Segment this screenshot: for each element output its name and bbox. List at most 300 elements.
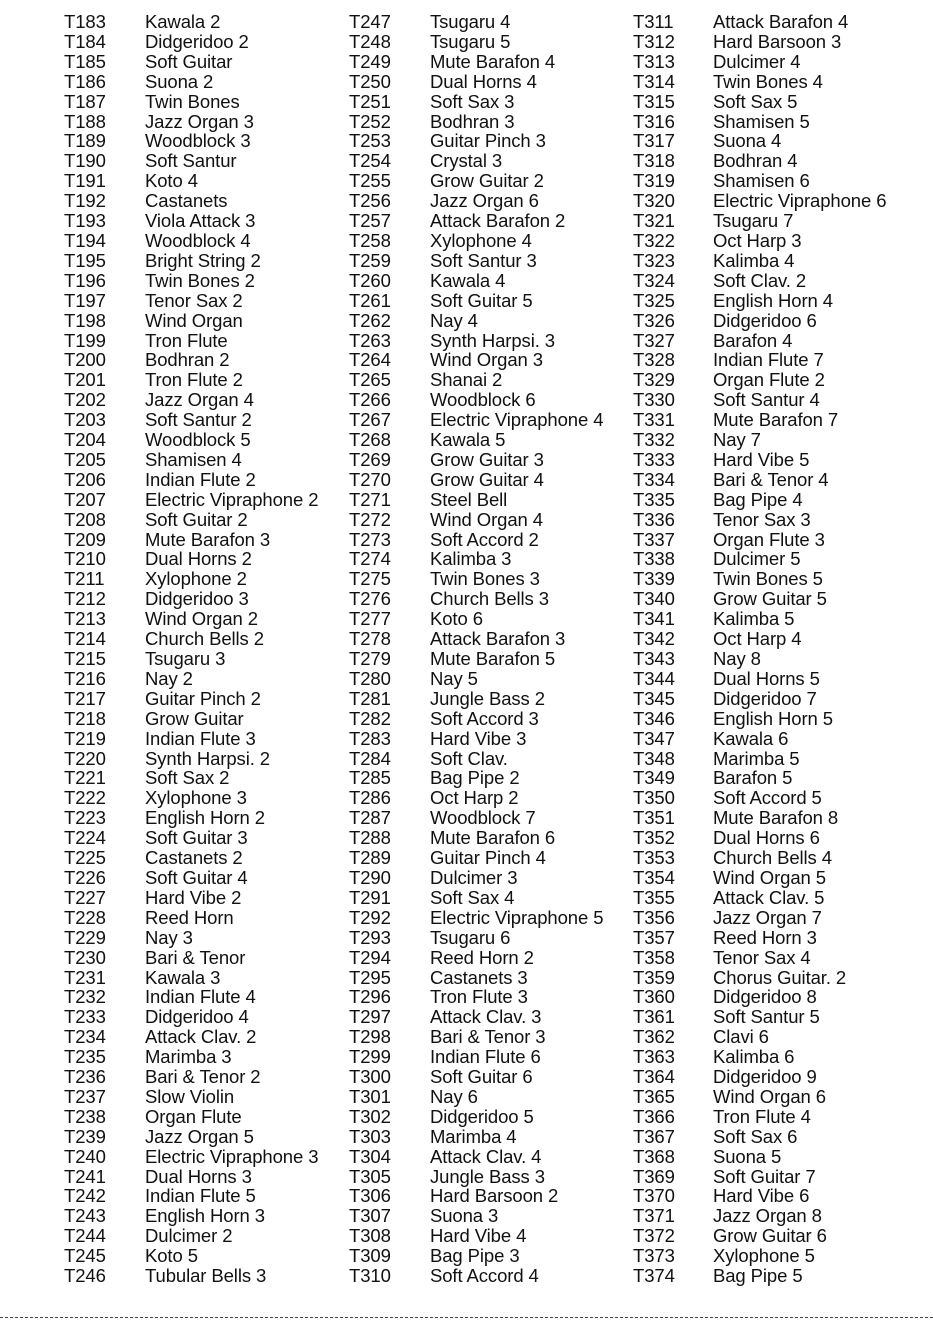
tone-row bbox=[349, 92, 603, 112]
tone-row bbox=[349, 291, 603, 311]
tone-name: Bodhran 2 bbox=[145, 349, 230, 371]
tone-name: Hard Vibe 6 bbox=[713, 1185, 810, 1207]
tone-name: Hard Barsoon 3 bbox=[713, 30, 842, 52]
tone-number: T243 bbox=[64, 1205, 106, 1227]
tone-number: T229 bbox=[64, 926, 106, 948]
tone-number: T251 bbox=[349, 90, 391, 112]
tone-number: T302 bbox=[349, 1105, 391, 1127]
tone-row bbox=[64, 968, 318, 988]
tone-number: T293 bbox=[349, 926, 391, 948]
tone-name: Shamisen 6 bbox=[713, 170, 810, 192]
tone-row bbox=[64, 151, 318, 171]
tone-row bbox=[633, 470, 886, 490]
tone-number: T350 bbox=[633, 787, 675, 809]
tone-row bbox=[64, 1027, 318, 1047]
tone-number: T373 bbox=[633, 1245, 675, 1267]
tone-row bbox=[633, 211, 886, 231]
tone-name: Tron Flute 2 bbox=[145, 369, 243, 391]
tone-name: Bodhran 3 bbox=[430, 110, 515, 132]
tone-row bbox=[349, 848, 603, 868]
tone-number: T190 bbox=[64, 150, 106, 172]
tone-name: Xylophone 3 bbox=[145, 787, 247, 809]
tone-number: T221 bbox=[64, 767, 106, 789]
tone-name: Electric Vipraphone 5 bbox=[430, 906, 604, 928]
tone-row bbox=[633, 729, 886, 749]
tone-name: Kawala 3 bbox=[145, 966, 221, 988]
tone-number: T233 bbox=[64, 1006, 106, 1028]
tone-name: Indian Flute 2 bbox=[145, 468, 256, 490]
tone-row bbox=[633, 908, 886, 928]
tone-row bbox=[349, 1147, 603, 1167]
tone-row bbox=[64, 72, 318, 92]
tone-number: T238 bbox=[64, 1105, 106, 1127]
tone-row bbox=[349, 569, 603, 589]
tone-row bbox=[633, 609, 886, 629]
tone-name: Koto 4 bbox=[145, 170, 198, 192]
tone-name: Wind Organ bbox=[145, 309, 243, 331]
tone-name: Nay 4 bbox=[430, 309, 478, 331]
tone-number: T210 bbox=[64, 548, 106, 570]
tone-row bbox=[64, 390, 318, 410]
tone-name: Grow Guitar 2 bbox=[430, 170, 544, 192]
tone-row bbox=[64, 92, 318, 112]
tone-number: T222 bbox=[64, 787, 106, 809]
tone-row bbox=[349, 649, 603, 669]
tone-number: T306 bbox=[349, 1185, 391, 1207]
tone-row bbox=[633, 251, 886, 271]
tone-row bbox=[633, 709, 886, 729]
tone-row bbox=[633, 1107, 886, 1127]
tone-name: Reed Horn bbox=[145, 906, 234, 928]
tone-row bbox=[633, 430, 886, 450]
tone-row bbox=[349, 430, 603, 450]
tone-row bbox=[64, 709, 318, 729]
tone-name: Bari & Tenor bbox=[145, 946, 246, 968]
tone-row bbox=[64, 32, 318, 52]
tone-name: Tsugaru 4 bbox=[430, 11, 511, 32]
tone-row bbox=[349, 1087, 603, 1107]
tone-row bbox=[633, 311, 886, 331]
tone-name: Soft Accord 4 bbox=[430, 1265, 539, 1287]
tone-number: T351 bbox=[633, 807, 675, 829]
tone-row bbox=[64, 689, 318, 709]
tone-name: Kalimba 5 bbox=[713, 608, 795, 630]
tone-number: T297 bbox=[349, 1006, 391, 1028]
tone-row bbox=[633, 1186, 886, 1206]
tone-name: Dual Horns 2 bbox=[145, 548, 252, 570]
tone-number: T283 bbox=[349, 727, 391, 749]
tone-row bbox=[633, 350, 886, 370]
tone-number: T303 bbox=[349, 1125, 391, 1147]
tone-number: T212 bbox=[64, 588, 106, 610]
tone-number: T188 bbox=[64, 110, 106, 132]
tone-row bbox=[64, 370, 318, 390]
tone-number: T325 bbox=[633, 289, 675, 311]
tone-name: Bari & Tenor 4 bbox=[713, 468, 829, 490]
tone-number: T369 bbox=[633, 1165, 675, 1187]
tone-name: Steel Bell bbox=[430, 488, 508, 510]
tone-name: Soft Guitar 2 bbox=[145, 508, 248, 530]
tone-row bbox=[349, 171, 603, 191]
tone-row bbox=[633, 271, 886, 291]
tone-name: English Horn 4 bbox=[713, 289, 833, 311]
tone-number: T374 bbox=[633, 1265, 675, 1287]
tone-name: Woodblock 6 bbox=[430, 389, 536, 411]
tone-row bbox=[64, 649, 318, 669]
tone-number: T231 bbox=[64, 966, 106, 988]
tone-name: Soft Guitar 3 bbox=[145, 827, 248, 849]
tone-number: T313 bbox=[633, 50, 675, 72]
tone-number: T250 bbox=[349, 70, 391, 92]
tone-name: Kawala 4 bbox=[430, 269, 506, 291]
tone-row bbox=[349, 32, 603, 52]
tone-number: T371 bbox=[633, 1205, 675, 1227]
tone-row bbox=[64, 1127, 318, 1147]
tone-list-column-3 bbox=[633, 12, 886, 1286]
tone-number: T200 bbox=[64, 349, 106, 371]
tone-name: Grow Guitar 3 bbox=[430, 448, 544, 470]
tone-number: T214 bbox=[64, 628, 106, 650]
tone-name: Twin Bones 5 bbox=[713, 568, 823, 590]
tone-row bbox=[64, 1246, 318, 1266]
tone-number: T348 bbox=[633, 747, 675, 769]
tone-row bbox=[349, 1206, 603, 1226]
tone-name: Tsugaru 6 bbox=[430, 926, 511, 948]
tone-name: Nay 3 bbox=[145, 926, 193, 948]
tone-number: T202 bbox=[64, 389, 106, 411]
tone-name: Jazz Organ 3 bbox=[145, 110, 254, 132]
tone-row bbox=[349, 151, 603, 171]
tone-name: Viola Attack 3 bbox=[145, 210, 256, 232]
tone-row bbox=[633, 92, 886, 112]
tone-name: Twin Bones bbox=[145, 90, 240, 112]
tone-number: T310 bbox=[349, 1265, 391, 1287]
tone-number: T241 bbox=[64, 1165, 106, 1187]
tone-row bbox=[64, 987, 318, 1007]
tone-row bbox=[64, 271, 318, 291]
tone-number: T354 bbox=[633, 866, 675, 888]
tone-name: Tron Flute bbox=[145, 329, 228, 351]
tone-number: T288 bbox=[349, 827, 391, 849]
tone-name: Guitar Pinch 2 bbox=[145, 687, 261, 709]
tone-row bbox=[633, 689, 886, 709]
tone-name: Twin Bones 2 bbox=[145, 269, 255, 291]
tone-number: T370 bbox=[633, 1185, 675, 1207]
tone-name: Suona 4 bbox=[713, 130, 782, 152]
tone-number: T346 bbox=[633, 707, 675, 729]
tone-name: Indian Flute 7 bbox=[713, 349, 824, 371]
tone-number: T254 bbox=[349, 150, 391, 172]
tone-row bbox=[633, 450, 886, 470]
tone-name: Soft Santur 2 bbox=[145, 409, 252, 431]
tone-row bbox=[349, 490, 603, 510]
tone-name: Soft Guitar 4 bbox=[145, 866, 248, 888]
tone-row bbox=[349, 888, 603, 908]
tone-row bbox=[633, 1007, 886, 1027]
tone-number: T191 bbox=[64, 170, 106, 192]
tone-row bbox=[64, 1087, 318, 1107]
tone-name: Mute Barafon 8 bbox=[713, 807, 839, 829]
tone-name: Church Bells 3 bbox=[430, 588, 549, 610]
tone-row bbox=[64, 908, 318, 928]
tone-name: Organ Flute bbox=[145, 1105, 242, 1127]
tone-number: T244 bbox=[64, 1225, 106, 1247]
tone-row bbox=[349, 669, 603, 689]
tone-number: T363 bbox=[633, 1046, 675, 1068]
tone-number: T274 bbox=[349, 548, 391, 570]
tone-number: T341 bbox=[633, 608, 675, 630]
tone-number: T295 bbox=[349, 966, 391, 988]
tone-row bbox=[349, 589, 603, 609]
tone-row bbox=[349, 987, 603, 1007]
tone-number: T305 bbox=[349, 1165, 391, 1187]
tone-name: Tubular Bells 3 bbox=[145, 1265, 267, 1287]
tone-number: T329 bbox=[633, 369, 675, 391]
tone-name: Tenor Sax 2 bbox=[145, 289, 243, 311]
tone-row bbox=[64, 868, 318, 888]
tone-row bbox=[349, 12, 603, 32]
tone-row bbox=[633, 530, 886, 550]
tone-number: T249 bbox=[349, 50, 391, 72]
tone-row bbox=[64, 1167, 318, 1187]
tone-name: Reed Horn 3 bbox=[713, 926, 817, 948]
tone-name: Xylophone 4 bbox=[430, 229, 532, 251]
tone-row bbox=[64, 510, 318, 530]
tone-row bbox=[64, 928, 318, 948]
tone-row bbox=[633, 788, 886, 808]
tone-name: Bag Pipe 2 bbox=[430, 767, 520, 789]
tone-number: T367 bbox=[633, 1125, 675, 1147]
tone-number: T207 bbox=[64, 488, 106, 510]
tone-number: T262 bbox=[349, 309, 391, 331]
tone-row bbox=[64, 569, 318, 589]
tone-name: Woodblock 3 bbox=[145, 130, 251, 152]
tone-name: Didgeridoo 6 bbox=[713, 309, 817, 331]
tone-row bbox=[633, 1167, 886, 1187]
tone-name: Tsugaru 3 bbox=[145, 648, 226, 669]
tone-row bbox=[64, 251, 318, 271]
tone-name: Soft Guitar 6 bbox=[430, 1066, 533, 1088]
tone-name: Kawala 6 bbox=[713, 727, 789, 749]
tone-number: T232 bbox=[64, 986, 106, 1008]
tone-number: T183 bbox=[64, 11, 106, 32]
tone-row bbox=[349, 112, 603, 132]
tone-name: Attack Clav. 4 bbox=[430, 1145, 542, 1167]
tone-name: Grow Guitar 4 bbox=[430, 468, 544, 490]
tone-name: Mute Barafon 5 bbox=[430, 648, 556, 669]
tone-name: Tron Flute 4 bbox=[713, 1105, 811, 1127]
tone-name: Dual Horns 5 bbox=[713, 667, 820, 689]
tone-number: T271 bbox=[349, 488, 391, 510]
tone-name: Xylophone 5 bbox=[713, 1245, 815, 1267]
tone-number: T368 bbox=[633, 1145, 675, 1167]
tone-row bbox=[633, 629, 886, 649]
tone-row bbox=[633, 589, 886, 609]
tone-row bbox=[64, 1067, 318, 1087]
tone-number: T195 bbox=[64, 249, 106, 271]
tone-number: T308 bbox=[349, 1225, 391, 1247]
tone-row bbox=[64, 490, 318, 510]
tone-number: T362 bbox=[633, 1026, 675, 1048]
tone-name: Soft Accord 3 bbox=[430, 707, 539, 729]
tone-name: Woodblock 5 bbox=[145, 429, 251, 451]
tone-number: T326 bbox=[633, 309, 675, 331]
tone-row bbox=[633, 331, 886, 351]
tone-row bbox=[633, 948, 886, 968]
tone-row bbox=[633, 291, 886, 311]
tone-number: T205 bbox=[64, 448, 106, 470]
tone-name: Didgeridoo 4 bbox=[145, 1006, 249, 1028]
tone-name: Tenor Sax 4 bbox=[713, 946, 811, 968]
tone-row bbox=[349, 828, 603, 848]
tone-number: T357 bbox=[633, 926, 675, 948]
tone-number: T208 bbox=[64, 508, 106, 530]
tone-row bbox=[349, 131, 603, 151]
tone-row bbox=[64, 112, 318, 132]
tone-name: Soft Accord 2 bbox=[430, 528, 539, 550]
tone-name: Bari & Tenor 2 bbox=[145, 1066, 261, 1088]
tone-name: Oct Harp 4 bbox=[713, 628, 802, 650]
tone-row bbox=[349, 1047, 603, 1067]
tone-name: Synth Harpsi. 2 bbox=[145, 747, 270, 769]
tone-number: T203 bbox=[64, 409, 106, 431]
tone-row bbox=[633, 151, 886, 171]
tone-name: Bag Pipe 3 bbox=[430, 1245, 520, 1267]
tone-number: T280 bbox=[349, 667, 391, 689]
tone-name: Attack Barafon 4 bbox=[713, 11, 849, 32]
tone-number: T356 bbox=[633, 906, 675, 928]
tone-name: Nay 7 bbox=[713, 429, 761, 451]
tone-number: T261 bbox=[349, 289, 391, 311]
tone-row bbox=[349, 231, 603, 251]
tone-name: Mute Barafon 7 bbox=[713, 409, 839, 431]
tone-number: T290 bbox=[349, 866, 391, 888]
tone-number: T257 bbox=[349, 210, 391, 232]
tone-number: T225 bbox=[64, 847, 106, 869]
tone-name: Dulcimer 3 bbox=[430, 866, 518, 888]
tone-row bbox=[349, 410, 603, 430]
tone-number: T366 bbox=[633, 1105, 675, 1127]
tone-name: Electric Vipraphone 3 bbox=[145, 1145, 319, 1167]
tone-row bbox=[64, 1186, 318, 1206]
tone-name: Reed Horn 2 bbox=[430, 946, 534, 968]
tone-name: Soft Clav. 2 bbox=[713, 269, 807, 291]
tone-number: T330 bbox=[633, 389, 675, 411]
tone-number: T194 bbox=[64, 229, 106, 251]
tone-row bbox=[349, 450, 603, 470]
tone-row bbox=[64, 629, 318, 649]
tone-name: Soft Guitar bbox=[145, 50, 233, 72]
tone-number: T242 bbox=[64, 1185, 106, 1207]
tone-row bbox=[633, 12, 886, 32]
tone-name: Grow Guitar 6 bbox=[713, 1225, 827, 1247]
tone-name: Kawala 5 bbox=[430, 429, 506, 451]
tone-row bbox=[349, 251, 603, 271]
tone-name: Jazz Organ 8 bbox=[713, 1205, 822, 1227]
tone-name: Bari & Tenor 3 bbox=[430, 1026, 546, 1048]
tone-row bbox=[64, 211, 318, 231]
tone-row bbox=[349, 510, 603, 530]
tone-row bbox=[64, 848, 318, 868]
tone-name: Didgeridoo 9 bbox=[713, 1066, 817, 1088]
tone-number: T301 bbox=[349, 1085, 391, 1107]
tone-number: T218 bbox=[64, 707, 106, 729]
tone-row bbox=[349, 549, 603, 569]
tone-number: T278 bbox=[349, 628, 391, 650]
tone-row bbox=[64, 350, 318, 370]
tone-row bbox=[633, 1067, 886, 1087]
tone-number: T213 bbox=[64, 608, 106, 630]
tone-name: Synth Harpsi. 3 bbox=[430, 329, 555, 351]
tone-number: T223 bbox=[64, 807, 106, 829]
tone-number: T311 bbox=[633, 11, 674, 32]
tone-row bbox=[349, 808, 603, 828]
tone-row bbox=[633, 1246, 886, 1266]
tone-number: T294 bbox=[349, 946, 391, 968]
tone-number: T211 bbox=[64, 568, 105, 590]
tone-row bbox=[633, 1127, 886, 1147]
tone-number: T266 bbox=[349, 389, 391, 411]
tone-name: Tsugaru 7 bbox=[713, 210, 794, 232]
tone-number: T269 bbox=[349, 448, 391, 470]
tone-number: T320 bbox=[633, 190, 675, 212]
tone-name: Bag Pipe 4 bbox=[713, 488, 803, 510]
tone-number: T220 bbox=[64, 747, 106, 769]
tone-number: T237 bbox=[64, 1085, 106, 1107]
tone-row bbox=[64, 888, 318, 908]
tone-row bbox=[633, 390, 886, 410]
tone-number: T227 bbox=[64, 886, 106, 908]
tone-name: Dual Horns 3 bbox=[145, 1165, 252, 1187]
tone-number: T338 bbox=[633, 548, 675, 570]
tone-name: Indian Flute 6 bbox=[430, 1046, 541, 1068]
tone-number: T189 bbox=[64, 130, 106, 152]
tone-row bbox=[349, 709, 603, 729]
tone-number: T284 bbox=[349, 747, 391, 769]
tone-row bbox=[349, 311, 603, 331]
tone-row bbox=[64, 549, 318, 569]
tone-row bbox=[633, 848, 886, 868]
tone-name: Didgeridoo 5 bbox=[430, 1105, 534, 1127]
tone-row bbox=[633, 131, 886, 151]
tone-number: T192 bbox=[64, 190, 106, 212]
tone-name: Hard Vibe 5 bbox=[713, 448, 810, 470]
tone-number: T332 bbox=[633, 429, 675, 451]
tone-row bbox=[633, 1147, 886, 1167]
tone-number: T247 bbox=[349, 11, 391, 32]
tone-name: Mute Barafon 4 bbox=[430, 50, 556, 72]
tone-number: T184 bbox=[64, 30, 106, 52]
tone-number: T273 bbox=[349, 528, 391, 550]
tone-row bbox=[349, 1186, 603, 1206]
tone-name: Koto 6 bbox=[430, 608, 483, 630]
tone-row bbox=[633, 808, 886, 828]
tone-number: T235 bbox=[64, 1046, 106, 1068]
tone-number: T344 bbox=[633, 667, 675, 689]
tone-number: T314 bbox=[633, 70, 675, 92]
tone-number: T186 bbox=[64, 70, 106, 92]
tone-number: T282 bbox=[349, 707, 391, 729]
tone-number: T359 bbox=[633, 966, 675, 988]
tone-number: T198 bbox=[64, 309, 106, 331]
tone-name: Hard Vibe 3 bbox=[430, 727, 527, 749]
tone-name: Soft Guitar 7 bbox=[713, 1165, 816, 1187]
tone-name: Indian Flute 4 bbox=[145, 986, 256, 1008]
tone-row bbox=[633, 888, 886, 908]
tone-name: Indian Flute 5 bbox=[145, 1185, 256, 1207]
tone-name: Didgeridoo 2 bbox=[145, 30, 249, 52]
tone-number: T324 bbox=[633, 269, 675, 291]
